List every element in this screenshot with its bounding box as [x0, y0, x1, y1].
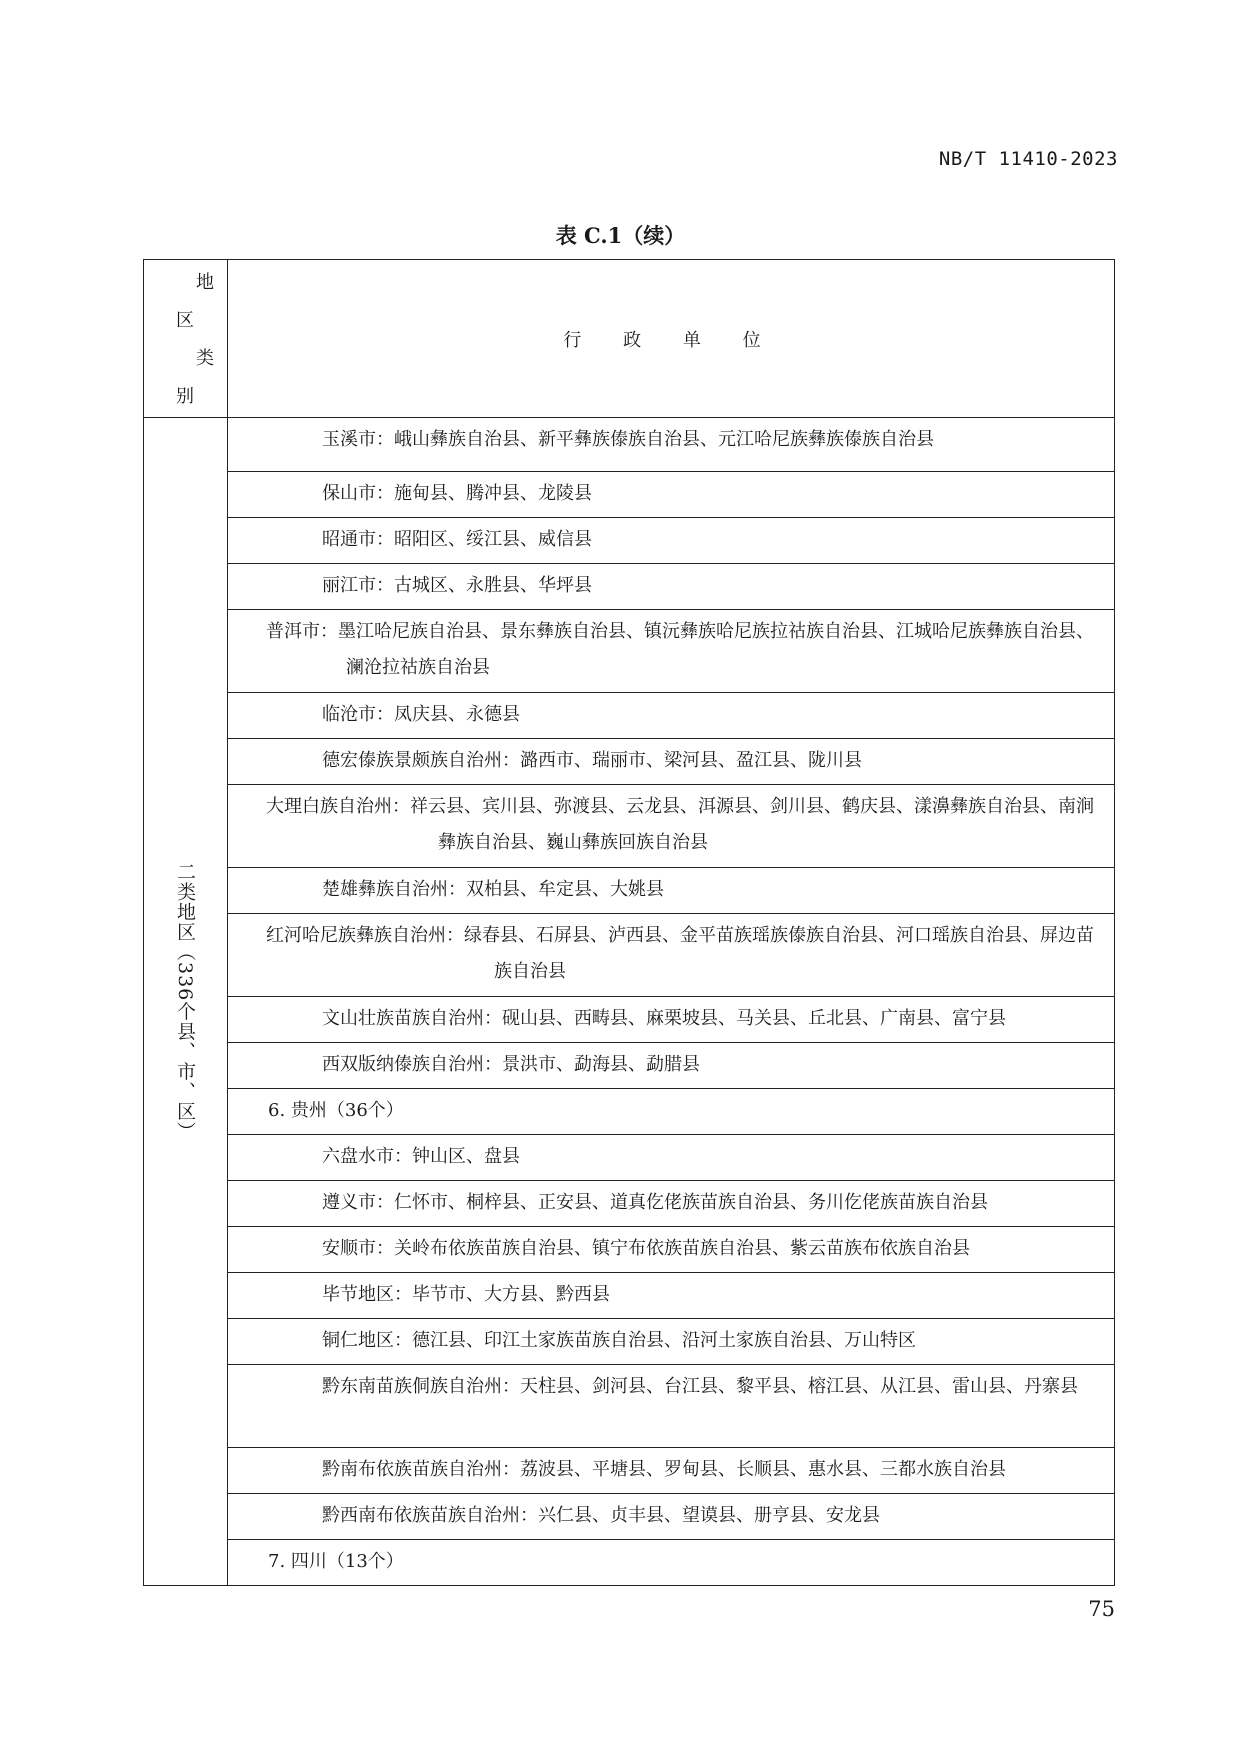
table-row — [144, 610, 1115, 693]
category-label: 二类地区（336个县、市、区） — [174, 861, 196, 1142]
table-row — [144, 997, 1115, 1043]
table-cell: 安顺市：关岭布依族苗族自治县、镇宁布依族苗族自治县、紫云苗族布依族自治县 — [228, 1227, 1115, 1273]
table-row — [144, 1319, 1115, 1365]
table-cell: 楚雄彝族自治州：双柏县、牟定县、大姚县 — [228, 868, 1115, 914]
table-header-row — [144, 260, 1115, 418]
table-row — [144, 1365, 1115, 1448]
table-cell: 遵义市：仁怀市、桐梓县、正安县、道真仡佬族苗族自治县、务川仡佬族苗族自治县 — [228, 1181, 1115, 1227]
table-cell: 红河哈尼族彝族自治州：绿春县、石屏县、泸西县、金平苗族瑶族傣族自治县、河口瑶族自治县、屏边苗族自治县 — [228, 914, 1115, 997]
table-cell-province: 7. 四川（13个） — [228, 1540, 1115, 1586]
table-row — [144, 1273, 1115, 1319]
page-number: 75 — [1088, 1597, 1115, 1621]
table-cell: 玉溪市：峨山彝族自治县、新平彝族傣族自治县、元江哈尼族彝族傣族自治县 — [228, 418, 1115, 472]
table-row — [144, 1135, 1115, 1181]
table-row — [144, 739, 1115, 785]
table-row — [144, 518, 1115, 564]
table-cell: 德宏傣族景颇族自治州：潞西市、瑞丽市、梁河县、盈江县、陇川县 — [228, 739, 1115, 785]
header-category-cell — [144, 260, 228, 418]
table-row — [144, 1448, 1115, 1494]
table-cell: 保山市：施甸县、腾冲县、龙陵县 — [228, 472, 1115, 518]
table-cell: 昭通市：昭阳区、绥江县、威信县 — [228, 518, 1115, 564]
header-unit-cell: 行 政 单 位 — [228, 260, 1115, 418]
category-cell — [144, 418, 228, 1586]
table-row — [144, 1494, 1115, 1540]
table-row — [144, 785, 1115, 868]
table-cell: 黔南布依族苗族自治州：荔波县、平塘县、罗甸县、长顺县、惠水县、三都水族自治县 — [228, 1448, 1115, 1494]
table-cell: 铜仁地区：德江县、印江土家族苗族自治县、沿河土家族自治县、万山特区 — [228, 1319, 1115, 1365]
table-cell: 普洱市：墨江哈尼族自治县、景东彝族自治县、镇沅彝族哈尼族拉祜族自治县、江城哈尼族彝族自治县、澜沧拉祜族自治县 — [228, 610, 1115, 693]
table-cell: 黔东南苗族侗族自治州：天柱县、剑河县、台江县、黎平县、榕江县、从江县、雷山县、丹寨县 — [228, 1365, 1115, 1448]
table-row — [144, 564, 1115, 610]
table-row — [144, 418, 1115, 472]
header-category-char: 地 — [196, 272, 214, 293]
table-cell: 丽江市：古城区、永胜县、华坪县 — [228, 564, 1115, 610]
header-category-char: 类 — [196, 348, 214, 369]
table-row — [144, 1043, 1115, 1089]
table-row — [144, 693, 1115, 739]
table-cell: 大理白族自治州：祥云县、宾川县、弥渡县、云龙县、洱源县、剑川县、鹤庆县、漾濞彝族自治县、南涧彝族自治县、巍山彝族回族自治县 — [228, 785, 1115, 868]
table-row — [144, 1227, 1115, 1273]
table-row — [144, 914, 1115, 997]
table-cell: 西双版纳傣族自治州：景洪市、勐海县、勐腊县 — [228, 1043, 1115, 1089]
header-category-char: 别 — [176, 386, 194, 407]
standard-code: NB/T 11410-2023 — [938, 148, 1118, 170]
table-cell: 黔西南布依族苗族自治州：兴仁县、贞丰县、望谟县、册亨县、安龙县 — [228, 1494, 1115, 1540]
table-row — [144, 1181, 1115, 1227]
table-cell: 毕节地区：毕节市、大方县、黔西县 — [228, 1273, 1115, 1319]
table-cell: 六盘水市：钟山区、盘县 — [228, 1135, 1115, 1181]
table-cell: 文山壮族苗族自治州：砚山县、西畴县、麻栗坡县、马关县、丘北县、广南县、富宁县 — [228, 997, 1115, 1043]
table-row — [144, 868, 1115, 914]
table-cell-province: 6. 贵州（36个） — [228, 1089, 1115, 1135]
table-cell: 临沧市：凤庆县、永德县 — [228, 693, 1115, 739]
header-category-char: 区 — [176, 310, 194, 331]
table-row — [144, 472, 1115, 518]
table-title: 表 C.1（续） — [555, 223, 686, 248]
table-row — [144, 1089, 1115, 1135]
table-row — [144, 1540, 1115, 1586]
admin-units-table — [143, 259, 1115, 1586]
